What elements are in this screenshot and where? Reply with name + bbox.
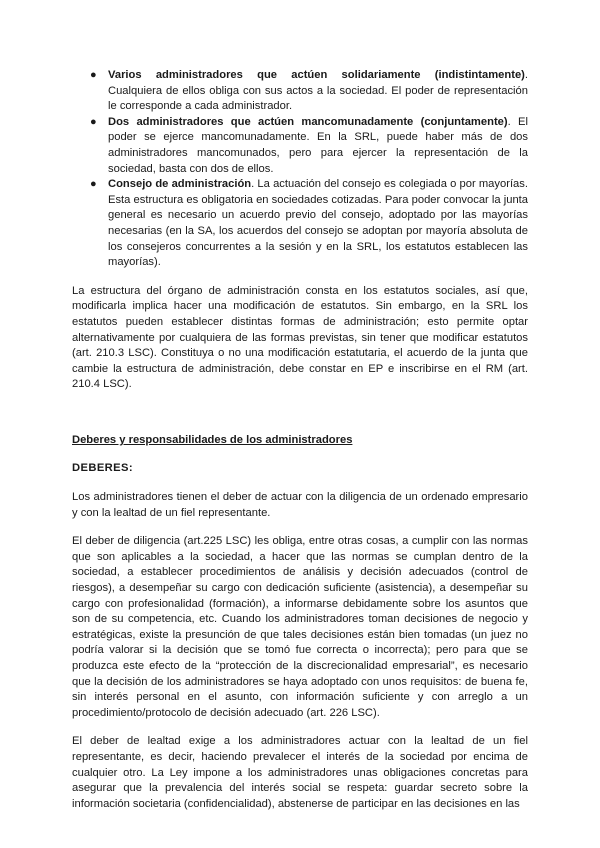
list-item-bold: Consejo de administración — [108, 178, 252, 191]
administration-forms-list — [72, 68, 528, 271]
bullet-icon: ● — [90, 115, 97, 128]
list-item-bold: Varios administradores que actúen solidariamente (indistintamente) — [108, 69, 525, 81]
bullet-icon: ● — [90, 69, 97, 81]
list-item-text: . El poder se ejerce mancomunadamente. En la SRL, puede haber más de dos administradores mancomunados, pero para ejercer la representación de la sociedad, basta con dos de ellos. — [108, 115, 528, 175]
paragraph-loyalty: El deber de lealtad exige a los administradores actuar con la lealtad de un fiel representante, es decir, haciendo prevalecer el interés de la sociedad por encima de cualquier otro. La Ley impone a los administradores unas obligaciones concretas para asegurar que la prevalencia del interés social se respeta: guardar secreto sobre la información societaria (confidencialidad), abstenerse de participar en las decisiones en las — [72, 735, 528, 810]
bullet-icon: ● — [90, 178, 97, 191]
paragraph-structure: La estructura del órgano de administración consta en los estatutos sociales, así que, modificarla implica hacer una modificación de estatutos. Sin embargo, en la SRL los estatutos pueden establecer distintas formas de administración; esto permite optar alternativamente por cualquiera de las formas previstas, sin tener que modificar estatutos (art. 210.3 LSC). Constituya o no una modificación estatutaria, el acuerdo de la junta que cambie la estructura de administración, debe constar en EP e inscribirse en el RM (art. 210.4 LSC). — [72, 284, 528, 391]
list-item — [90, 177, 528, 271]
subsection-title: DEBERES: — [72, 462, 134, 475]
section-title: Deberes y responsabilidades de los administradores — [72, 433, 353, 446]
list-item — [90, 115, 528, 177]
list-item-text: . Cualquiera de ellos obliga con sus actos a la sociedad. El poder de representación le corresponde a cada administrador. — [108, 69, 528, 113]
list-item — [90, 68, 528, 115]
list-item-text: . La actuación del consejo es colegiada o por mayorías. Esta estructura es obligatoria en sociedades cotizadas. Para poder convocar la junta general es necesario un acuerdo previo del consejo, adoptado por las mayorías necesarias (en la SA, los acuerdos del consejo se adoptan por mayoría absoluta de los consejeros concurrentes a la sesión y en la SRL, los estatutos establecen las mayorías). — [108, 178, 528, 269]
paragraph-intro: Los administradores tienen el deber de actuar con la diligencia de un ordenado empresario y con la lealtad de un fiel representante. — [72, 491, 528, 519]
paragraph-diligence: El deber de diligencia (art.225 LSC) les obliga, entre otras cosas, a cumplir con las normas que son aplicables a la sociedad, a hacer que las normas se cumplan dentro de la sociedad, a establecer procedimientos de análisis y decisión adecuados (control de riesgos), a desempeñar su cargo con dedicación suficiente (asistencia), a desempeñar su cargo con profesionalidad (formación), a informarse debidamente sobre los asuntos que son de su competencia, etc. Cuando los administradores toman decisiones de negocio y estratégicas, existe la presunción de que tales decisiones están bien tomadas (un juez no podría valorar si la decisión que se tomó fue correcta o incorrecta); pero para que se produzca este efecto de la “protección de la discrecionalidad empresarial”, es necesario que la decisión de los administradores se haya adoptado con unos requisitos: de buena fe, sin interés personal en el asunto, con información suficiente y con arreglo a un procedimiento/protocolo de decisión adecuado (art. 226 LSC). — [72, 535, 528, 719]
list-item-bold: Dos administradores que actúen mancomunadamente (conjuntamente) — [108, 115, 508, 128]
